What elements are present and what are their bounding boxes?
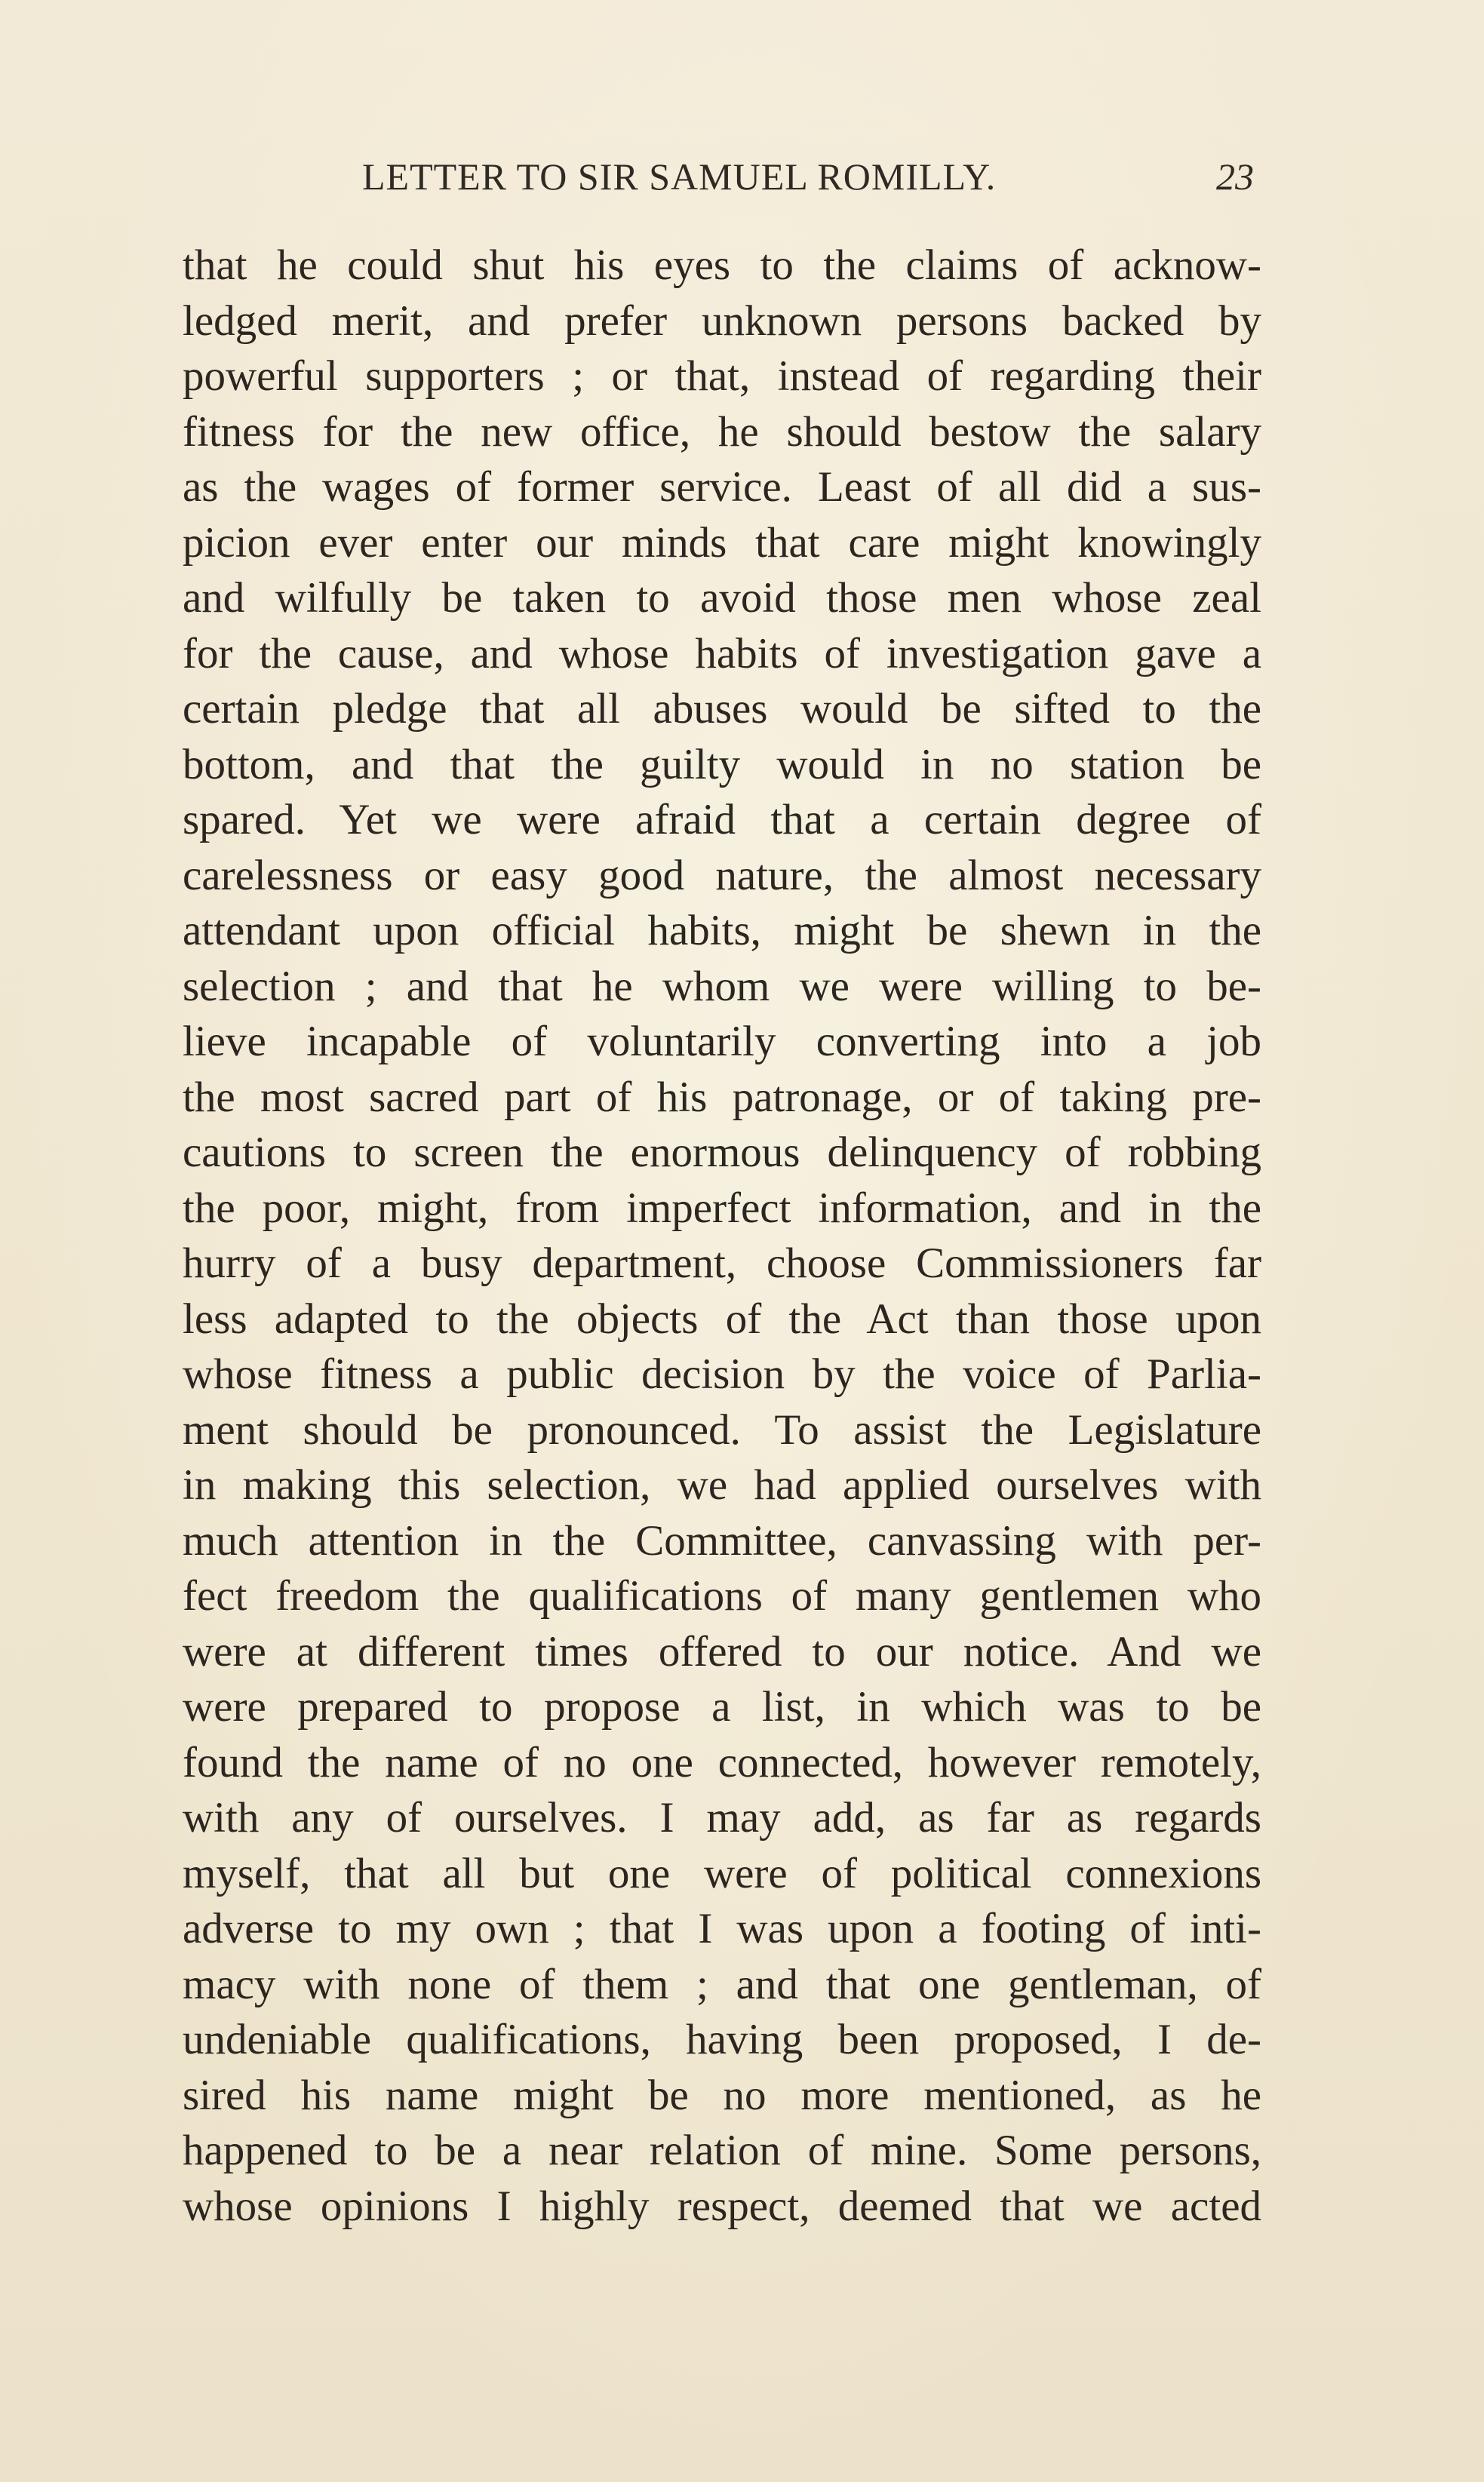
text-line: whose opinions I highly respect, deemed that we acted	[183, 2182, 1261, 2230]
text-line: sired his name might be no more mentioned, as he	[183, 2071, 1261, 2119]
text-line: the poor, might, from imperfect information, and in the	[183, 1184, 1261, 1232]
text-line: were at different times offered to our notice. And we	[183, 1627, 1261, 1676]
text-line: ment should be pronounced. To assist the Legislature	[183, 1405, 1261, 1454]
text-line: hurry of a busy department, choose Commissioners far	[183, 1239, 1261, 1287]
text-line: and wilfully be taken to avoid those men whose zeal	[183, 574, 1261, 622]
text-line: found the name of no one connected, however remotely,	[183, 1738, 1261, 1786]
text-line: the most sacred part of his patronage, or of taking pre-	[183, 1073, 1261, 1121]
running-title: LETTER TO SIR SAMUEL ROMILLY.	[362, 155, 997, 198]
running-head	[0, 155, 1484, 207]
text-line: undeniable qualifications, having been proposed, I de-	[183, 2016, 1261, 2063]
text-line: less adapted to the objects of the Act than those upon	[183, 1295, 1261, 1343]
page-number: 23	[1216, 155, 1254, 198]
text-line: with any of ourselves. I may add, as far as regards	[183, 1794, 1261, 1842]
text-line: selection ; and that he whom we were willing to be-	[183, 962, 1261, 1010]
text-line: picion ever enter our minds that care might knowingly	[183, 518, 1261, 567]
text-line: fect freedom the qualifications of many gentlemen who	[183, 1572, 1261, 1620]
text-line: lieve incapable of voluntarily converting into a job	[183, 1018, 1261, 1065]
text-line: macy with none of them ; and that one gentleman, of	[183, 1960, 1261, 2008]
text-line: attendant upon official habits, might be shewn in the	[183, 907, 1261, 954]
text-line: cautions to screen the enormous delinquency of robbing	[183, 1129, 1261, 1176]
text-line: spared. Yet we were afraid that a certain degree of	[183, 796, 1261, 843]
text-line: much attention in the Committee, canvassing with per-	[183, 1516, 1261, 1565]
text-line: were prepared to propose a list, in which was to be	[183, 1683, 1261, 1731]
text-line: whose fitness a public decision by the voice of Parlia-	[183, 1350, 1261, 1398]
text-line: in making this selection, we had applied ourselves with	[183, 1461, 1261, 1509]
text-line: adverse to my own ; that I was upon a footing of inti-	[183, 1905, 1261, 1952]
text-line: for the cause, and whose habits of investigation gave a	[183, 629, 1261, 677]
text-line: ledged merit, and prefer unknown persons backed by	[183, 296, 1261, 345]
text-line: fitness for the new office, he should bestow the salary	[183, 407, 1261, 456]
text-line: myself, that all but one were of political connexions	[183, 1849, 1261, 1897]
text-line: certain pledge that all abuses would be sifted to the	[183, 685, 1261, 733]
text-line: carelessness or easy good nature, the almost necessary	[183, 851, 1261, 899]
body-text	[183, 238, 1261, 2234]
text-line: bottom, and that the guilty would in no station be	[183, 740, 1261, 788]
text-line: happened to be a near relation of mine. Some persons,	[183, 2127, 1261, 2174]
text-line: that he could shut his eyes to the claims of acknow-	[183, 241, 1261, 289]
text-line: powerful supporters ; or that, instead of regarding their	[183, 352, 1261, 400]
text-line: as the wages of former service. Least of all did a sus-	[183, 463, 1261, 511]
